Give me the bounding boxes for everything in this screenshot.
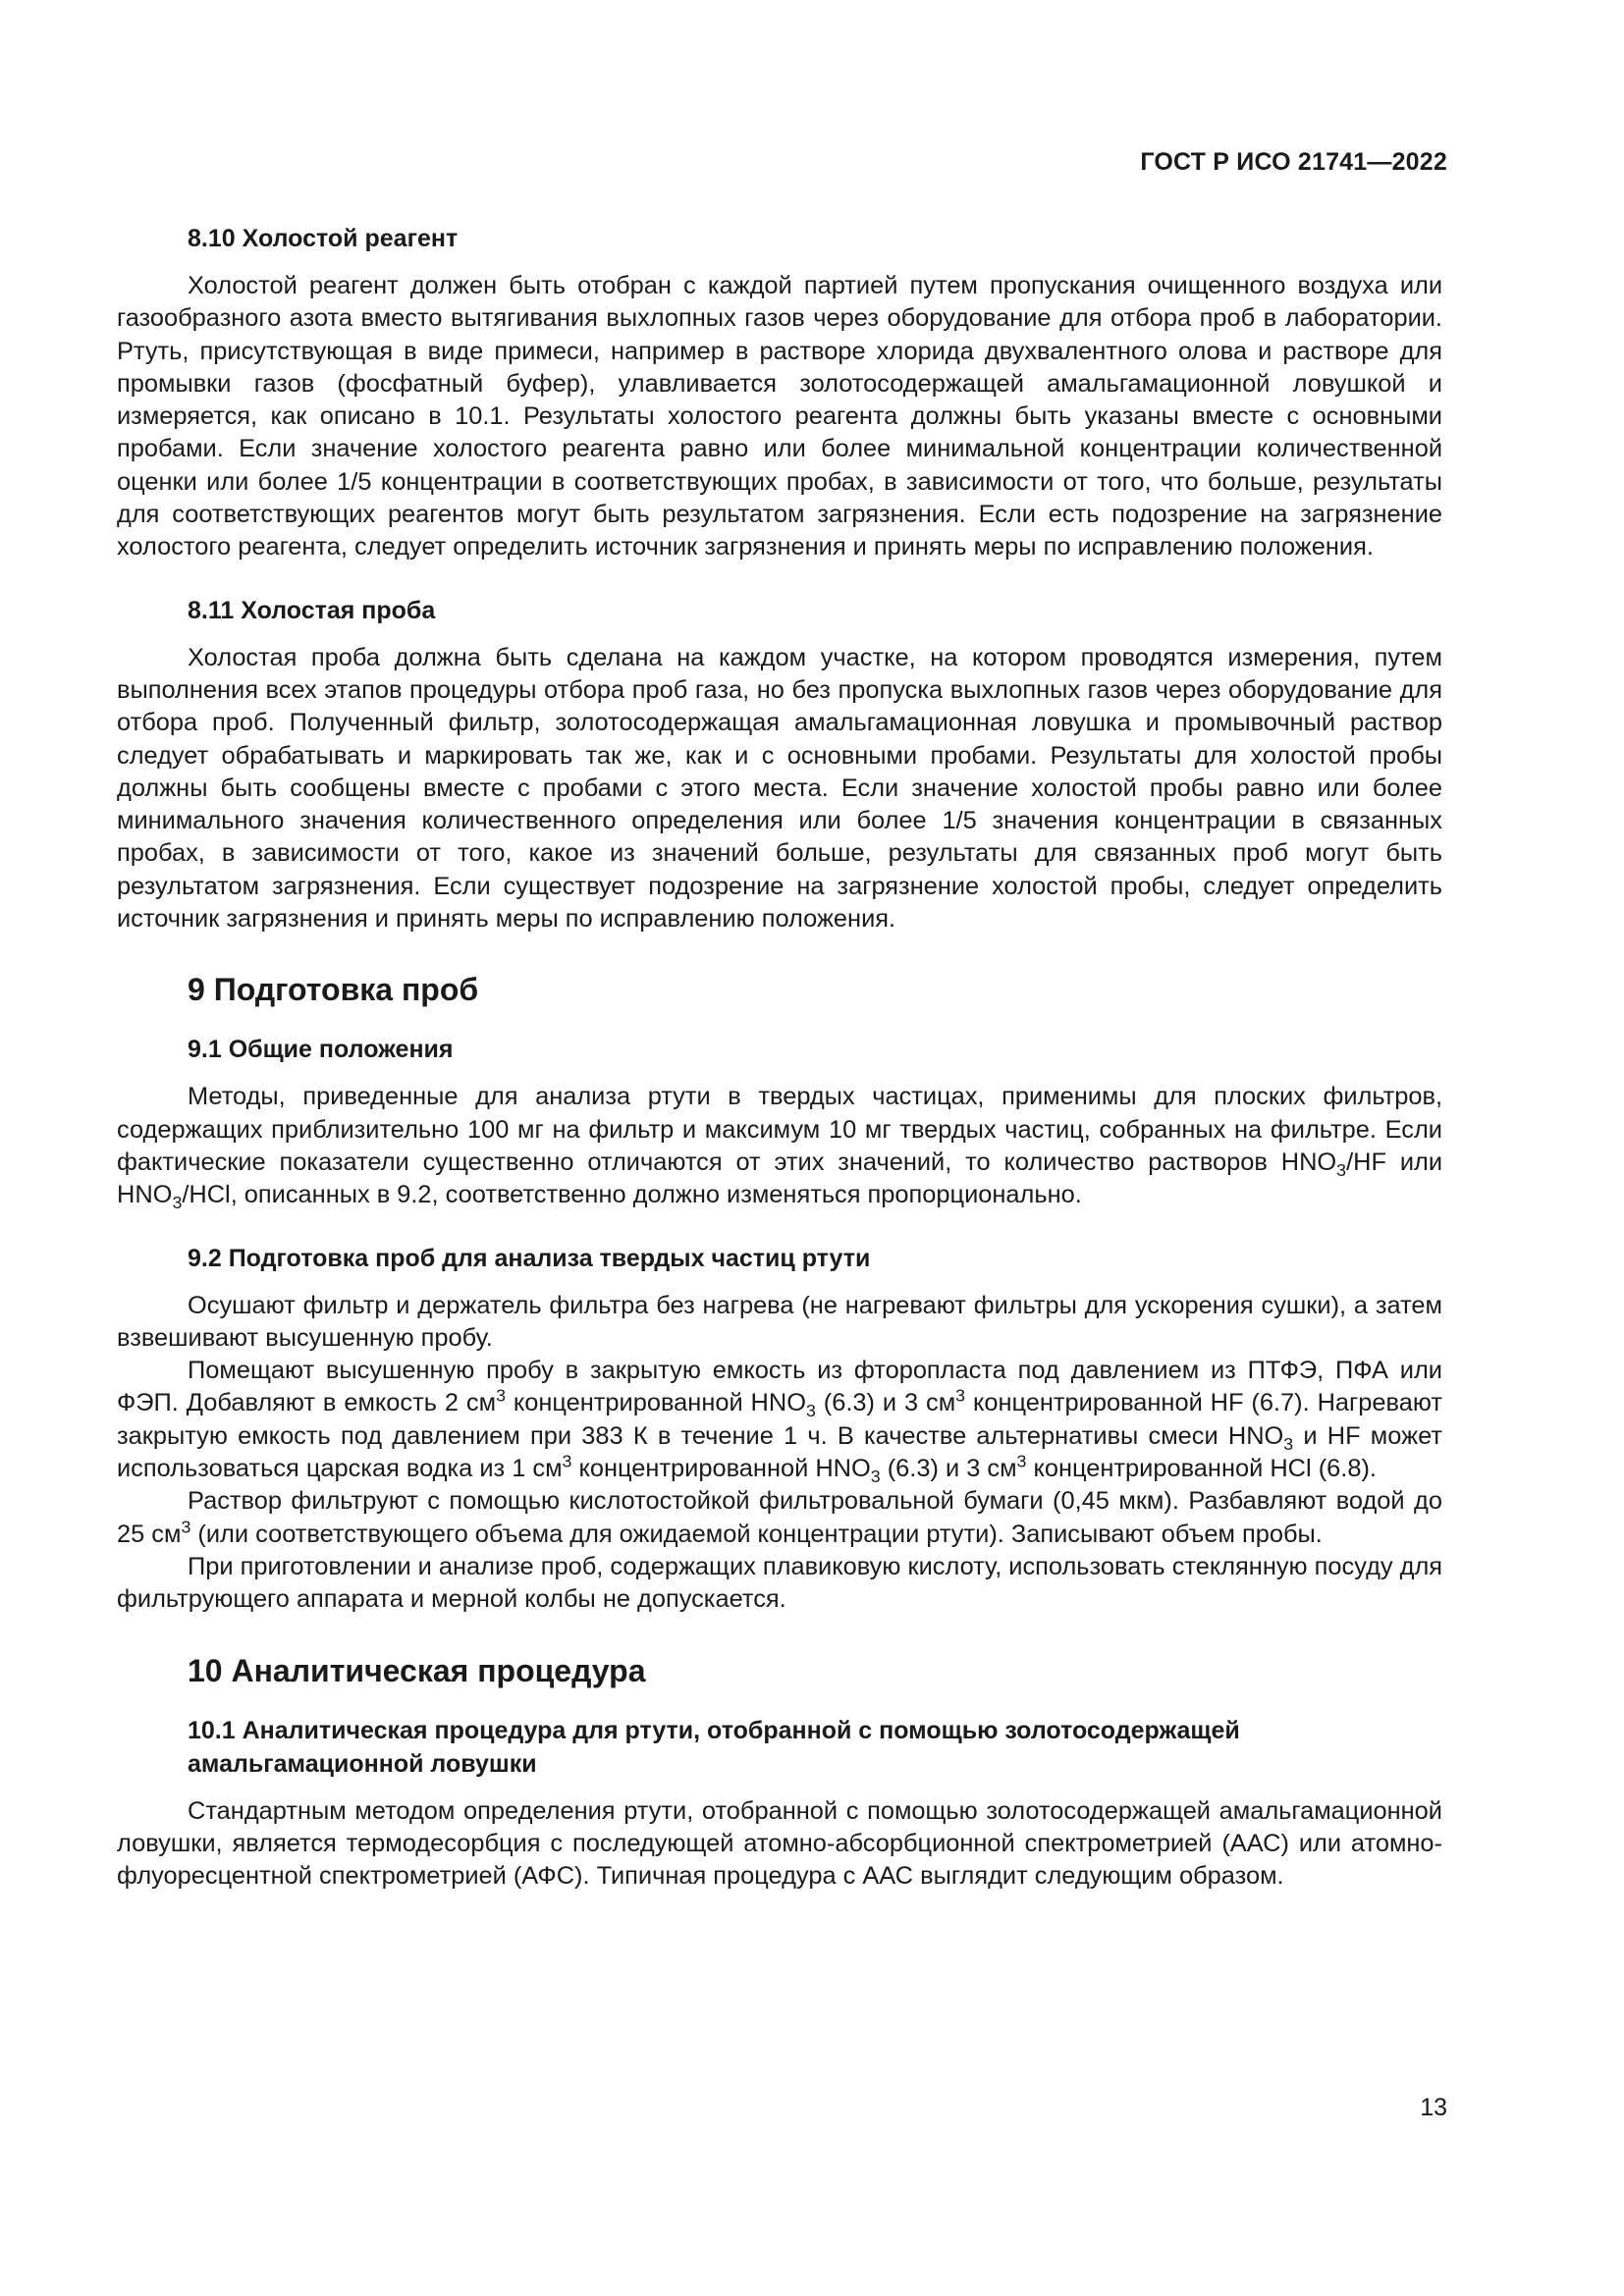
section-9-2-paragraph-3: Раствор фильтруют с помощью кислотостойкой фильтровальной бумаги (0,45 мкм). Разбавляют водой до 25 $см^3$ (или соответствующего объема для ожидаемой концентрации ртути). Записывают объем пробы. [117,1487,1442,1548]
document-id: ГОСТ Р ИСО 21741—2022 [1140,148,1447,176]
section-10-title: 10 Аналитическая процедура [188,1652,646,1688]
section-10-1-paragraph: Стандартным методом определения ртути, отобранной с помощью золотосодержащей амальгамационной ловушки, является термодесорбция с последующей атомно-абсорбционной спектрометрией (ААС) или атомно-флуоресцентной спектрометрией (АФС). Типичная процедура с ААС выглядит следующим образом. [117,1796,1442,1891]
section-8-10-title: 8.10 Холостой реагент [188,225,459,252]
section-10-1-title: 10.1 Аналитическая процедура для ртути, отобранной с помощью золотосодержащей амальгамационной ловушки [188,1716,1240,1778]
section-9-1-title: 9.1 Общие положения [188,1036,454,1064]
section-8-10-paragraph: Холостой реагент должен быть отобран с каждой партией путем пропускания очищенного воздуха или газообразного азота вместо вытягивания выхлопных газов через оборудование для отбора проб в лаборатории. Ртуть, присутствующая в виде примеси, например в растворе хлорида двухвалентного олова и растворе для промывки газов (фосфатный буфер), улавливается золотосодержащей амальгамационной ловушкой и измеряется, как описано в 10.1. Результаты холостого реагента должны быть указаны вместе с основными пробами. Если значение холостого реагента равно или более минимальной концентрации количественной оценки или более 1/5 концентрации в соответствующих пробах, в зависимости от того, что больше, результаты для соответствующих реагентов могут быть результатом загрязнения. Если есть подозрение на загрязнение холостого реагента, следует определить источник загрязнения и принять меры по исправлению положения. [117,272,1442,561]
page-content [117,222,1442,1922]
section-9-title: 9 Подготовка проб [188,972,479,1008]
section-9-1-paragraph: Методы, приведенные для анализа ртути в твердых частицах, применимы для плоских фильтров, содержащих приблизительно 100 мг на фильтр и максимум 10 мг твердых частиц, собранных на фильтре. Если фактические показатели существенно отличаются от этих значений, то количество растворов $HNO_3/HF$ или $HNO_3$/HCl, описанных в 9.2, соответственно должно изменяться пропорционально. [117,1083,1442,1213]
section-8-11-paragraph: Холостая проба должна быть сделана на каждом участке, на котором проводятся измерения, путем выполнения всех этапов процедуры отбора проб газа, но без пропуска выхлопных газов через оборудование для отбора проб. Полученный фильтр, золотосодержащая амальгамационная ловушка и промывочный раствор следует обрабатывать и маркировать так же, как и с основными пробами. Результаты для холостой пробы должны быть сообщены вместе с пробами с этого места. Если значение холостой пробы равно или более минимального значения количественного определения или более 1/5 значения концентрации в связанных пробах, в зависимости от того, какое из значений больше, результаты для связанных проб могут быть результатом загрязнения. Если существует подозрение на загрязнение холостой пробы, следует определить источник загрязнения и принять меры по исправлению положения. [117,643,1442,934]
section-9-2-paragraph-4: При приготовлении и анализе проб, содержащих плавиковую кислоту, использовать стеклянную посуду для фильтрующего аппарата и мерной колбы не допускается. [117,1552,1443,1614]
page-number: 13 [1420,2094,1447,2121]
section-9-2-paragraph-1: Осушают фильтр и держатель фильтра без нагрева (не нагревают фильтры для ускорения сушки), а затем взвешивают высушенную пробу. [117,1291,1442,1352]
section-9-2-paragraph-2: Помещают высушенную пробу в закрытую емкость из фторопласта под давлением из ПТФЭ, ПФА или ФЭП. Добавляют в емкость 2 $см^3$ концентрированной $HNO_3$ (6.3) и 3 $см^3$ концентрированной HF (6.7). Нагревают закрытую емкость под давлением при 383 К в течение 1 ч. В качестве альтернативы смеси $HNO_3$ и HF может использоваться царская водка из 1 $см^3$ концентрированной $HNO_3$ (6.3) и 3 $см^3$ концентрированной HCl (6.8). [117,1357,1442,1487]
section-8-11-title: 8.11 Холостая проба [188,596,436,624]
section-9-2-title: 9.2 Подготовка проб для анализа твердых частиц ртути [188,1244,871,1272]
